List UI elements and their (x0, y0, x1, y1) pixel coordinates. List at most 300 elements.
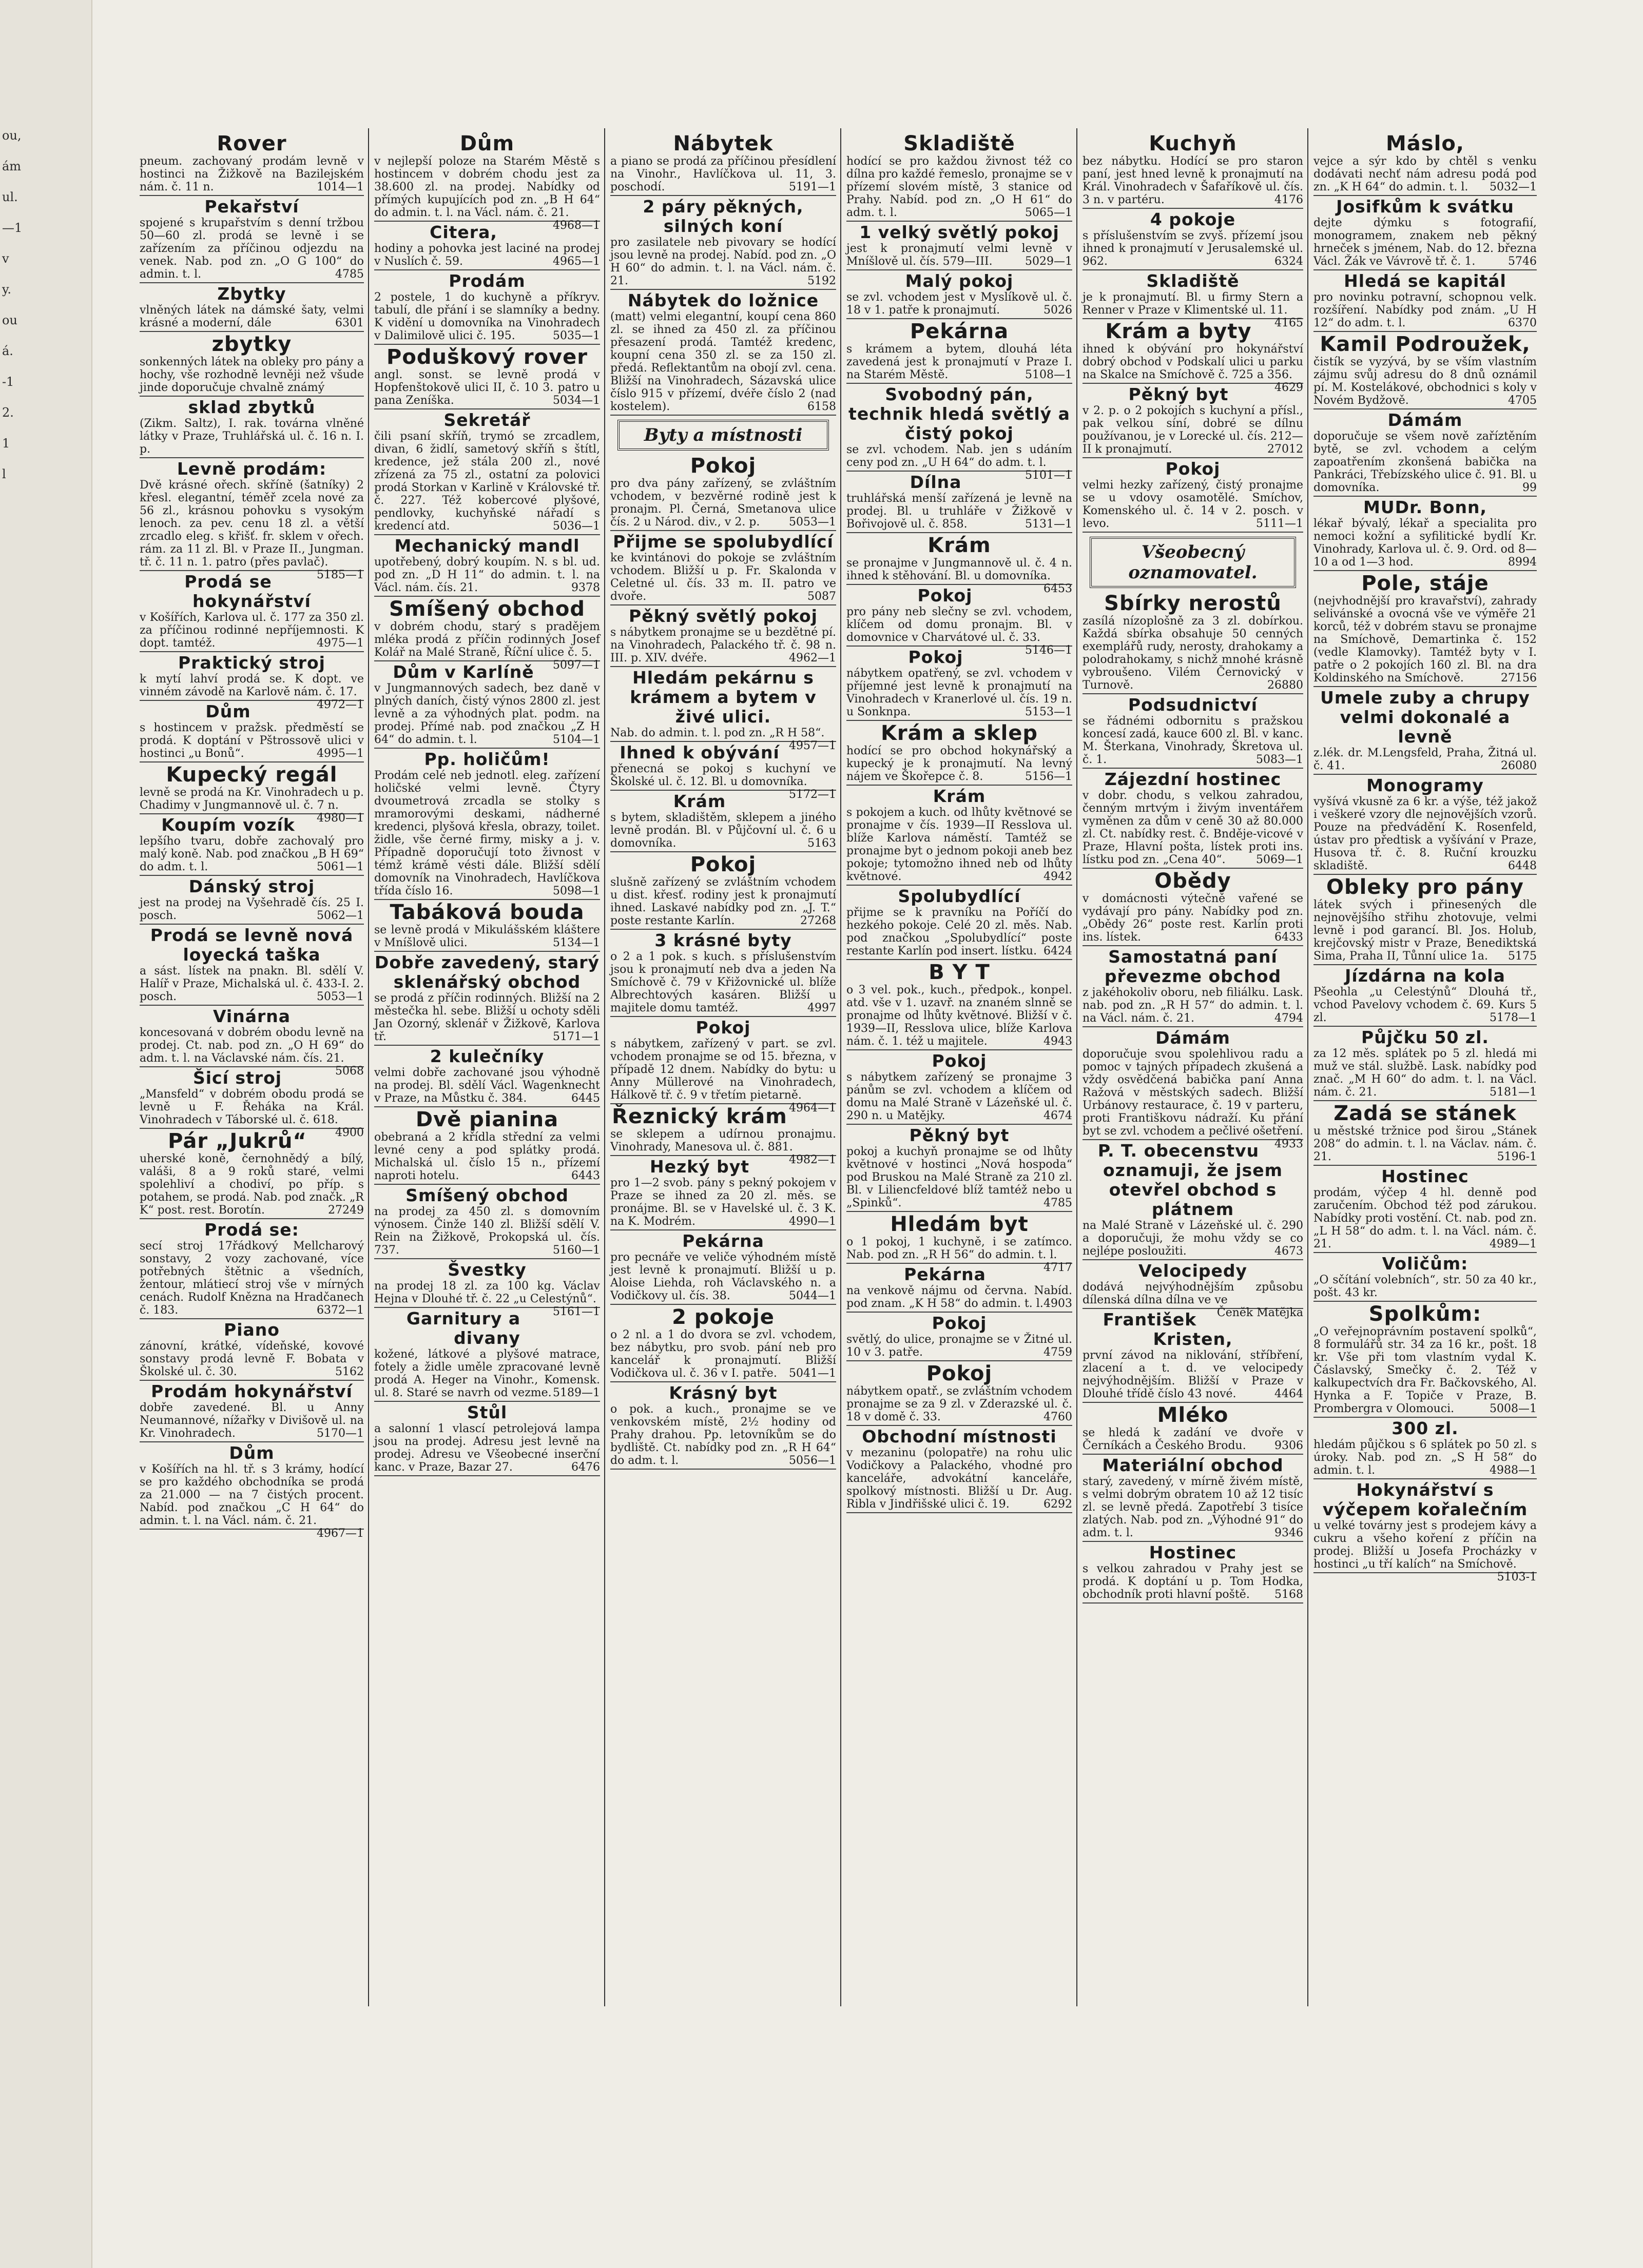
ad-code: 4968—1 (553, 219, 600, 232)
ad-body: k mytí lahví prodá se. K dopt. ve vinném závodě na Karlově nám. č. 17. 4972—1 (140, 673, 364, 711)
ad-body: z jakéhokoliv oboru, neb filiálku. Lask. nab. pod zn. „R H 57“ do admin. t. l. na Václ. nám. č. 21. 4794 (1083, 986, 1303, 1027)
ad-code: 4176 (1274, 193, 1303, 206)
ad-body: v mezaninu (polopatře) na rohu ulic Vodičkovy a Palackého, vhodné pro kanceláře, advokátní kanceláře, spolkový místnosti. Bližší u Dr. Aug. Ribla v Jindřišské ulici č. 19. 6292 (846, 1446, 1072, 1513)
ad-code: 4989—1 (1490, 1238, 1537, 1250)
ad-body: (matt) velmi elegantní, koupí cena 860 zl. se ihned za 450 zl. za příčinou přesazení prodá. Tamtéž kredenc, koupní cena 350 zl. se za 150 zl. předá. Reflektantům na obojí zvl. cena. Bližší na Vinohradech, Sázavská ulice číslo 915 v přízemí, dvéře číslo 2 (nad kostelem). 6158 (610, 310, 836, 416)
ad-code: 5146—1 (1025, 644, 1072, 657)
ad-heading: Velocipedy (1138, 1261, 1248, 1281)
ad-code: 4760 (1043, 1411, 1072, 1423)
ad-body: ihned k obývání pro hokynářství dobrý obchod v Podskalí ulici u parku na Skalce na Smíchově č. 725 a 356. 4629 (1083, 343, 1303, 394)
ad-code: 5035—1 (553, 329, 600, 342)
ad-code: 5087 (807, 590, 836, 603)
ad-body: starý, zavedený, v mírně živém místě, s velmi dobrým obratem 10 až 12 tisíc zl. se levně předá. Zapotřebí 3 tisíce zlatých. Nab. pod zn. „Výhodné 91“ do adm. t. l. 9346 (1083, 1475, 1303, 1542)
ad-heading: 2 kulečníky (430, 1046, 545, 1066)
ad-heading: Kuchyň (1149, 132, 1237, 155)
ad-heading: Prodá se hokynářství (184, 572, 311, 611)
ad-body: (nejvhodnější pro kravařství), zahrady selivánské a ovocná vše ve výměře 21 korců, též v dobrém stavu se pronajme na Smíchově, Demartinka č. 152 (vedle Klamovky). Tamtéž byty v I. patře o 2 pokojích 160 zl. Bl. na dra Koldinského na Smíchově. 27156 (1313, 595, 1537, 687)
ad-heading: Umele zuby a chrupy velmi dokonalé a levně (1320, 688, 1530, 747)
ad-heading: Pekárna (910, 320, 1009, 343)
ad-body: pro pány neb slečny se zvl. vchodem, klíčem od domu pronajm. Bl. v domovnice v Charvátové ul. č. 33. 5146—1 (846, 605, 1072, 657)
ad-body: se zvl. vchodem jest v Myslíkově ul. č. 18 v 1. patře k pronajmutí. 5026 (846, 291, 1072, 319)
ad-code: 4975—1 (317, 637, 364, 650)
ad-heading: Pěkný byt (1128, 384, 1229, 404)
ad-body: pro dva pány zařízený, se zvláštním vchodem, v bezvěrné rodině jest k pronajm. Pl. Černá, Smetanova ulice čís. 2 u Národ. div., v 2. p. 5053—1 (610, 477, 836, 531)
ad-body: zánovní, krátké, vídeňské, kovové sonstavy prodá levně F. Bobata v Školské ul. č. 30. 5162 (140, 1340, 364, 1381)
ad-code: 5192 (807, 275, 836, 287)
edge-fragment: l (2, 467, 6, 481)
ad-heading: Dámám (1387, 410, 1463, 430)
ad-body: vejce a sýr kdo by chtěl s venku dodávati nechť nám adresu podá pod zn. „K H 64“ do admin. t. l. 5032—1 (1313, 155, 1537, 196)
ad-body: nábytkem opatřený, se zvl. vchodem v příjemné jest levně k pronajmutí na Vinohradech v Kranerlové ul. čís. 19 n. u Sonknpa. 5153—1 (846, 667, 1072, 721)
ad-body: s nábytkem pronajme se u bezdětné pí. na Vinohradech, Palackého tř. č. 98 n. III. p. XIV. dvéře. 4962—1 (610, 626, 836, 667)
ad-body: o 3 vel. pok., kuch., předpok., konpel. atd. vše v 1. uzavř. na znaném slnně se pronajme od lhůty květnové. Bližší v č. 1939—II, Resslova ulice, blíže Karlova nám. č. 1. též u majitele. 4943 (846, 984, 1072, 1050)
ad-heading: Krám a byty (1105, 320, 1252, 343)
ad-body: u městské tržnice pod širou „Stánek 208“ do admin. t. l. na Václav. nám. č. 21. 5196-1 (1313, 1125, 1537, 1166)
ad-heading: Pekařství (204, 197, 299, 217)
ad-code: 4990—1 (789, 1215, 836, 1228)
ad-heading: Levně prodám: (177, 459, 327, 479)
ad-body: na prodej 18 zl. za 100 kg. Václav Hejna v Dlouhé tř. č. 22 „u Celestýnů“. 5161—1 (374, 1280, 600, 1318)
edge-fragment: á. (2, 344, 13, 358)
ad-body: prodám, výčep 4 hl. denně pod zaručením. Obchod též pod zárukou. Nabídky proti vostění. Ct. nab. pod zn. „L H 58“ do adm. t. l. na Václ. nám. č. 21. 4989—1 (1313, 1186, 1537, 1253)
ad-heading: Kupecký regál (166, 763, 338, 787)
ad-body: s velkou zahradou v Prahy jest se prodá. K doptání u p. Tom Hodka, obchodník proti hlavní poště. 5168 (1083, 1562, 1303, 1604)
ad-body: hodící se pro obchod hokynářský a kupecký je k pronajmutí. Na levný nájem ve Škořepce č. 8. 5156—1 (846, 745, 1072, 786)
ad-heading: Prodá se: (204, 1220, 299, 1240)
ad-body: jest na prodej na Vyšehradě čís. 25 I. posch. 5062—1 (140, 896, 364, 925)
ad-body: levně se prodá na Kr. Vinohradech u p. Chadimy v Jungmannově ul. č. 7 n. 4980—1 (140, 786, 364, 825)
classified-page (134, 128, 1541, 2006)
ad-body: v dobr. chodu, s velkou zahradou, čenným mrtvým i živým inventářem vyměnen za dům v ceně 30 až 80.000 zl. Ct. nabídky rest. č. Bnděje-vicové v Praze, Hlavní pošta, lístek proti ins. lístku pod zn. „Cena 40“. 5069—1 (1083, 789, 1303, 869)
edge-fragment: ou (2, 313, 17, 327)
ad-code: 4794 (1274, 1012, 1303, 1025)
column-5 (1076, 128, 1307, 2006)
ad-body: zasílá nízoplošně za 3 zl. dobírkou. Každá sbírka obsahuje 50 cenných exemplářů rudy, nerosty, drahokamy a polodrahokamy, s nichž mnohé krásně vybroušeno. Vilém Černovický v Turnově. 26880 (1083, 615, 1303, 694)
ad-heading: Spolubydlící (898, 886, 1021, 906)
ad-code: 4705 (1508, 394, 1537, 407)
ad-heading: Sekretář (443, 410, 531, 430)
ad-heading: Půjčku 50 zl. (1361, 1027, 1489, 1047)
ad-code: 6445 (571, 1092, 600, 1105)
ad-heading: Podsudnictví (1128, 695, 1258, 715)
ad-heading: Zájezdní hostinec (1104, 769, 1282, 789)
ad-code: 4933 (1274, 1138, 1303, 1150)
ad-body: uherské koně, černohnědý a bílý, valáši, 8 a 9 roků staré, velmi spolehliví a chodiví, po příp. s potahem, se prodá. Nab. pod značk. „R K“ post. rest. Borotín. 27249 (140, 1152, 364, 1219)
ad-body: dejte dýmku s fotografií, monogramem, znakem neb pěkný hrneček s jménem, Nab. do 12. března Václ. Žák ve Vávrově tř. č. 1. 5746 (1313, 217, 1537, 270)
ad-body: v nejlepší poloze na Starém Městě s hostincem v dobrém chodu jest za 38.600 zl. na prodej. Nabídky od přímých kupujících pod zn. „B H 64“ do admin. t. l. na Václ. nám. č. 21. 4968—1 (374, 155, 600, 232)
ad-body: se sklepem a udírnou pronajmu. Vinohrady, Manesova ul. č. 881. 4982—1 (610, 1128, 836, 1166)
ad-heading: 1 velký světlý pokoj (859, 222, 1059, 242)
ad-body: lepšího tvaru, dobře zachovalý pro malý koně. Nab. pod značkou „B H 69“ do adm. t. l. 5061—1 (140, 835, 364, 876)
ad-heading: Pokoj (695, 1018, 751, 1038)
ad-heading: Pěkný světlý pokoj (629, 606, 818, 626)
ad-heading: MUDr. Bonn, (1363, 497, 1487, 517)
ad-code: 5065—1 (1025, 206, 1072, 219)
column-3 (604, 128, 840, 2006)
ad-code: 8994 (1508, 556, 1537, 569)
ad-heading: Pekárna (682, 1231, 764, 1251)
ad-body: se pronajme v Jungmannově ul. č. 4 n. ihned k stěhování. Bl. u domovníka. 6453 (846, 557, 1072, 595)
ad-body: na prodej za 450 zl. s domovním výnosem. Činže 140 zl. Bližší sdělí V. Rein na Žižkově, Prokopská ul. čís. 737. 5160—1 (374, 1205, 600, 1259)
ad-heading: Hokynářství s výčepem kořalečním (1322, 1480, 1528, 1519)
edge-fragment: ul. (2, 190, 18, 204)
ad-body: světlý, do ulice, pronajme se v Žitné ul. 10 v 3. patře. 4759 (846, 1333, 1072, 1361)
ad-heading: Pokoj (690, 853, 757, 876)
ad-body: slušně zařízený se zvláštním vchodem u dist. křesť. rodiny jest k pronajmutí ihned. Laskavé nabídky pod zn. „J. T.“ poste restante Karlín. 27268 (610, 876, 836, 930)
ad-code: 5111—1 (1256, 517, 1303, 530)
ad-body: a sást. lístek na pnakn. Bl. sdělí V. Halíř v Praze, Michalská ul. č. 433-I. 2. posch. 5053—1 (140, 965, 364, 1006)
ad-heading: Pokoj (1165, 459, 1221, 479)
edge-fragment: ou, (2, 128, 22, 143)
column-1 (134, 128, 368, 2006)
ad-heading: sklad zbytků (188, 397, 316, 417)
ad-body: s nábytkem, zařízený v part. se zvl. vchodem pronajme se od 15. března, v případě 12 dnem. Nabídky do bytu: u Anny Müllerové na Vinohradech, Hálkově tř. č. 9 v třetím pietarně. 4964—1 (610, 1038, 836, 1115)
ad-body: u velké továrny jest s prodejem kávy a cukru a všeho koření z příčin na prodej. Bližší u Josefa Procházky v hostinci „u tří kalích“ na Smíchově. 5103-1 (1313, 1519, 1537, 1583)
ad-code: 4962—1 (789, 652, 836, 664)
ad-code: 6372—1 (317, 1304, 364, 1317)
ad-heading: 2 páry pěkných, silných koní (643, 197, 804, 236)
ad-heading: Pokoj (690, 454, 757, 478)
ad-code: 5101—1 (1025, 469, 1072, 482)
ad-body: první závod na niklování, stříbření, zlacení a t. d. ve velocipedy nejvýhodnějším. Bližší v Praze v Dlouhé třídě číslo 43 nové. 4464 (1083, 1349, 1303, 1403)
ad-heading: Materiální obchod (1102, 1455, 1284, 1475)
scan-edge (0, 0, 92, 2268)
ad-heading: Spolkům: (1368, 1302, 1482, 1326)
ad-body: velmi dobře zachované jsou výhodně na prodej. Bl. sdělí Václ. Wagenknecht v Praze, na Můstku č. 384. 6445 (374, 1066, 600, 1107)
edge-fragment: 2. (2, 405, 14, 420)
ad-heading: Dobře zavedený, starý sklenářský obchod (374, 952, 600, 992)
ad-heading: Stůl (467, 1402, 508, 1422)
ad-body: dobře zavedené. Bl. u Anny Neumannové, nížařky v Divišově ul. na Kr. Vinohradech. 5170—1 (140, 1401, 364, 1442)
ad-heading: Garnitury a divany (406, 1308, 521, 1348)
ad-heading: 3 krásné byty (654, 930, 792, 950)
ad-heading: Hledám byt (890, 1213, 1029, 1236)
ad-body: se řádnémi odbornitu s pražskou koncesí zadá, kauce 600 zl. Bl. v kanc. M. Šterkana, Vinohrady, Škretova ul. č. 1. 5083—1 (1083, 715, 1303, 769)
ad-heading: P. T. obecenstvu oznamuji, že jsem otevřel obchod s plátnem (1097, 1141, 1283, 1219)
ad-body: sonkenných látek na obleky pro pány a hochy, vše rozhodně levněji než všude jinde doporučuje chvalně známý (140, 356, 364, 397)
ad-code: 4972—1 (317, 698, 364, 711)
ad-code: 5161—1 (553, 1305, 600, 1318)
ad-heading: Pekárna (904, 1264, 986, 1284)
ad-body: vlněných látek na dámské šaty, velmi krásné a moderní, dále 6301 (140, 304, 364, 332)
ad-code: 5168 (1274, 1588, 1303, 1601)
ad-heading: Hledá se kapitál (1344, 271, 1506, 291)
ad-code: 5029—1 (1025, 255, 1072, 268)
ad-code: 5026 (1043, 304, 1072, 317)
ad-body: na venkově nájmu od června. Nabíd. pod znam. „K H 58“ do admin. t. l. 4903 (846, 1284, 1072, 1313)
ad-heading: Pokoj (917, 585, 973, 605)
ad-body: velmi hezky zařízený, čistý pronajme se u vdovy osamotělé. Smíchov, Komenského ul. č. 14 v 2. posch. v levo. 5111—1 (1083, 479, 1303, 533)
ad-body: s krámem a bytem, dlouhá léta zavedená jest k pronajmutí v Praze I. na Starém Městě. 5108—1 (846, 343, 1072, 384)
ad-code: 4903 (1043, 1297, 1072, 1310)
ad-heading: Citera, (430, 222, 497, 242)
ad-heading: Vinárna (212, 1006, 291, 1026)
ad-code: 6424 (1043, 945, 1072, 957)
ad-heading: Šicí stroj (192, 1068, 282, 1088)
ad-body: pokoj a kuchyň pronajme se od lhůty květnové v hostinci „Nová hospoda“ pod Bruskou na Malé Straně za 210 zl. Bl. v Liliencfeldové blíž tamtéž nebo u „Spinků“. 4785 (846, 1145, 1072, 1212)
section-box: Byty a místnosti (617, 420, 829, 451)
edge-fragment: —1 (2, 221, 23, 235)
ad-heading: Jízdárna na kola (1345, 966, 1505, 986)
ad-code: 5069—1 (1256, 853, 1303, 866)
ad-heading: Obleky pro pány (1326, 875, 1524, 899)
ad-heading: Pár „Jukrů“ (168, 1129, 307, 1153)
ad-heading: Obědy (1154, 869, 1231, 893)
ad-code: 4943 (1043, 1035, 1072, 1048)
ad-body: pneum. zachovaný prodám levně v hostinci na Žižkově na Bazilejském nám. č. 11 n. 1014—1 (140, 155, 364, 196)
ad-code: 4759 (1043, 1346, 1072, 1359)
ad-body: s pokojem a kuch. od lhůty květnové se pronajme v čís. 1939—II Resslova ul. blíže Karlova náměstí. Tamtéž se pronajme byt o jednom pokoji aneb bez pokoje; tytomožno ihned neb od lhůty květnové. 4942 (846, 806, 1072, 886)
ad-heading: Krám (933, 786, 986, 806)
ad-body: „O sčítání volebních“, str. 50 za 40 kr., pošt. 43 kr. (1313, 1274, 1537, 1302)
ad-body: čili psaní skříň, trymó se zrcadlem, divan, 6 židlí, sametový skříň s štítl, kredence, jež stála 200 zl., nové zřízená za 75 zl., ostatní za polovici prodá Storkan v Karlině v Královské tř. č. 227. Též kobercové plyšové, pendlovky, kuchyňské nářadí s kredencí atd. 5036—1 (374, 430, 600, 535)
ad-code: 6370 (1508, 317, 1537, 329)
ad-heading: Sbírky nerostů (1104, 592, 1282, 615)
ad-heading: Krám (673, 791, 726, 811)
ad-body: přijme se k pravníku na Poříčí do hezkého pokoje. Celé 20 zl. měs. Nab. pod značkou „Spolubydlící“ poste restante Karlín pod insert. lístku. 6424 (846, 906, 1072, 960)
ad-body: jest k pronajmutí velmi levně v Mníšlově ul. čís. 579—III. 5029—1 (846, 242, 1072, 270)
ad-heading: Praktický stroj (178, 653, 325, 673)
ad-heading: Svobodný pán, technik hledá světlý a čistý pokoj (848, 384, 1070, 443)
ad-code: 5032—1 (1490, 181, 1537, 193)
ad-heading: Monogramy (1366, 775, 1484, 795)
edge-fragment: ám (2, 159, 22, 173)
ad-heading: Obchodní místnosti (862, 1426, 1057, 1446)
ad-heading: Samostatná paní převezme obchod (1104, 947, 1282, 986)
ad-body: se levně prodá v Mikulášském kláštere v Mníšlově ulici. 5134—1 (374, 924, 600, 952)
ad-code: 5153—1 (1025, 706, 1072, 718)
ad-body: v Jungmannových sadech, bez daně v plných daních, čistý výnos 2800 zl. jest levně a za výhodných plat. podm. na prodej. Přímé nab. pod značkou „Z H 64“ do admin. t. l. 5104—1 (374, 682, 600, 749)
ad-code: 9306 (1274, 1439, 1303, 1452)
ad-heading: Poduškový rover (386, 345, 588, 369)
ad-heading: Přijme se spolubydlící (613, 532, 834, 552)
ad-code: 27268 (800, 914, 836, 927)
ad-code: 5053—1 (789, 516, 836, 529)
ad-heading: Pp. holičům! (424, 749, 550, 769)
ad-code: 5098—1 (553, 885, 600, 897)
ad-body: pro novinku potravní, schopnou velk. rozšíření. Nabídky pod znám. „U H 12“ do adm. t. l. 6370 (1313, 291, 1537, 332)
ad-code: 5196-1 (1497, 1150, 1537, 1163)
ad-code: 5104—1 (553, 733, 600, 746)
ad-heading: B Y T (929, 961, 990, 984)
ad-heading: Máslo, (1386, 132, 1464, 155)
ad-code: 27012 (1267, 443, 1303, 456)
ad-code: 4717 (1043, 1261, 1072, 1274)
ad-heading: Prodám hokynářství (151, 1381, 353, 1401)
ad-code: 4942 (1043, 870, 1072, 883)
ad-code: 5163 (807, 837, 836, 850)
ad-heading: Hostinec (1381, 1166, 1469, 1186)
ad-heading: Skladiště (1146, 271, 1240, 291)
ad-heading: Švestky (448, 1260, 527, 1280)
ad-body: spojené s krupařstvím s denní tržbou 50—60 zl. prodá se levně i se zařízením za příčinou odjezdu na venek. Nab. pod zn. „O G 100“ do admin. t. l. 4785 (140, 217, 364, 283)
ad-body: „O veřejnoprávním postavení spolků“, 8 formulářů str. 34 za 16 kr., pošt. 18 kr. Vše při tom vlastním vydal K. Čáslavský, Smečky č. 2. Též v kalkupectvích dra Fr. Bačkovského, Al. Hynka a F. Topiče v Praze, B. Prombergra v Olomouci. 5008—1 (1313, 1325, 1537, 1418)
edge-fragment: y. (2, 282, 11, 297)
ad-code: 99 (1522, 481, 1537, 494)
ad-heading: Pole, stáje (1361, 572, 1489, 595)
column-6 (1307, 128, 1541, 2006)
ad-code: 5061—1 (317, 861, 364, 873)
ad-body: se prodá z příčin rodinných. Bližší na 2 městečka hl. sebe. Bližší u ochoty sděli Jan Ozorný, sklenář v Žižkově, Karlova tř. 5171—1 (374, 992, 600, 1046)
ad-heading: Řeznický krám (612, 1105, 787, 1128)
ad-heading: Tabáková bouda (390, 901, 585, 924)
ad-heading: Hezký byt (649, 1157, 750, 1177)
ad-code: 5036—1 (553, 520, 600, 533)
ad-heading: Pěkný byt (909, 1125, 1010, 1145)
ad-code: 5160—1 (553, 1244, 600, 1257)
ad-body: pro 1—2 svob. pány s pekný pokojem v Praze se ihned za 20 zl. měs. se pronájme. Bl. se v Havelské ul. č. 3 K. na K. Modrém. 4990—1 (610, 1177, 836, 1230)
ad-body: hodiny a pohovka jest laciné na prodej v Nuslích č. 59. 4965—1 (374, 242, 600, 270)
ad-body: se zvl. vchodem. Nab. jen s udáním ceny pod zn. „U H 64“ do adm. t. l. 5101—1 (846, 443, 1072, 482)
ad-code: 5175 (1508, 950, 1537, 963)
ad-code: 4967—1 (317, 1527, 364, 1540)
ad-code: 5103-1 (1497, 1571, 1537, 1583)
ad-code: 5134—1 (553, 936, 600, 949)
ad-code: 4965—1 (553, 255, 600, 268)
ad-body: je k pronajmutí. Bl. u firmy Stern a Renner v Praze v Klimentské ul. 11. 4165 (1083, 291, 1303, 329)
ad-body: v Košířích, Karlova ul. č. 177 za 350 zl. za příčinou rodinné nepříjemnosti. K dopt. tamtéž. 4975—1 (140, 611, 364, 652)
ad-code: 4785 (1043, 1197, 1072, 1209)
ad-code: 5131—1 (1025, 518, 1072, 531)
ad-heading: Dům v Karlíně (393, 662, 534, 682)
ad-body: pro zasilatele neb pivovary se hodící jsou levně na prodej. Nabíd. pod zn. „O H 60“ do admin. t. l. na Václ. nám. č. 21. 5192 (610, 236, 836, 290)
ad-code: 4900 (335, 1126, 364, 1139)
edge-fragment: -1 (2, 375, 14, 389)
ad-code: 5170—1 (317, 1427, 364, 1440)
ad-heading: Dům (229, 1443, 275, 1463)
ad-code: 4997 (807, 1002, 836, 1014)
ad-body: obebraná a 2 křídla střední za velmi levné ceny a pod splátky prodá. Michalská ul. číslo 15 n., přízemí naproti hotelu. 6443 (374, 1131, 600, 1185)
ad-body: koncesovaná v dobrém obodu levně na prodej. Ct. nab. pod zn. „O H 69“ do adm. t. l. na Václavské nám. čís. 21. 5068 (140, 1026, 364, 1078)
ad-code: 5191—1 (789, 181, 836, 193)
ad-heading: Josifkům k svátku (1336, 197, 1514, 217)
column-2 (368, 128, 604, 2006)
ad-heading: Pokoj (932, 1051, 987, 1071)
ad-body: v Košířích na hl. tř. s 3 krámy, hodící se pro každého obchodníka se prodá za 21.000 — na 7 čistých procent. Nabíd. pod značkou „C H 64“ do admin. t. l. na Václ. nám. č. 21. 4967—1 (140, 1463, 364, 1540)
ad-body: secí stroj 17řádkový Mellcharový sonstavy, 2 vozy zachované, více potřebných štětnic a všedních, žentour, mlátiecí stroj vše v mírných cenách. Rudolf Knězna na Hradčanech č. 183. 6372—1 (140, 1240, 364, 1319)
ad-heading: Nábytek do ložnice (627, 290, 819, 310)
column-4 (840, 128, 1076, 2006)
ad-heading: Ihned k obývání (620, 742, 780, 762)
ad-code: 6292 (1043, 1498, 1072, 1511)
ad-heading: Kamil Podroužek, (1320, 333, 1531, 356)
ad-code: 9346 (1274, 1527, 1303, 1539)
ad-body: přenecná se pokoj s kuchyní ve Školské ul. č. 12. Bl. u domovníka. 5172—1 (610, 762, 836, 801)
ad-heading: Krám (927, 534, 991, 557)
ad-heading: Smíšený obchod (405, 1185, 569, 1205)
ad-code: 6448 (1508, 859, 1537, 872)
ad-body: s příslušenstvím se zvyš. přízemí jsou ihned k pronajmutí v Jerusalemské ul. 962. 6324 (1083, 229, 1303, 270)
ad-code: 5185—1 (317, 569, 364, 581)
ad-heading: Mléko (1157, 1403, 1229, 1427)
ad-heading: Krásný byt (669, 1383, 778, 1403)
ad-code: 5068 (335, 1065, 364, 1078)
ad-body: 2 postele, 1 do kuchyně a příkryv. tabulí, dle přání i se slamníky a bedny. K vidění u domovníka na Vinohradech v Dalimilově ulici č. 195. 5035—1 (374, 291, 600, 345)
ad-heading: Dámám (1155, 1028, 1230, 1048)
ad-code: 5162 (335, 1365, 364, 1378)
ad-code: 27156 (1501, 672, 1537, 685)
ad-body: nábytkem opatř., se zvláštním vchodem pronajme se za 9 zl. v Zderazské ul. č. 18 v domě č. 33. 4760 (846, 1385, 1072, 1426)
ad-code: 4165 (1274, 317, 1303, 329)
ad-body: lékař bývalý, lékař a specialita pro nemoci kožní a syfilitické bydlí Kr. Vinohrady, Karlova ul. č. 9. Ord. od 8—10 a od 1—3 hod. 8994 (1313, 517, 1537, 571)
ad-body: se hledá k zadání ve dvoře v Černíkách a Českého Brodu. 9306 (1083, 1426, 1303, 1455)
ad-code: 6476 (571, 1461, 600, 1474)
ad-heading: Smíšený obchod (389, 597, 586, 621)
ad-heading: Dílna (910, 472, 962, 492)
ad-code: 6433 (1274, 931, 1303, 944)
ad-body: na Malé Straně v Lázeňské ul. č. 290 a doporučuji, že mohu vždy se co nejlépe posloužiti. 4673 (1083, 1219, 1303, 1260)
ad-heading: Pokoj (932, 1313, 987, 1333)
ad-body: bez nábytku. Hodící se pro staron paní, jest hned levně k pronajmutí na Král. Vinohradech v Šafaříkově ul. čís. 3 n. v partéru. 4176 (1083, 155, 1303, 209)
ad-code: 26080 (1501, 759, 1537, 772)
ad-heading: Pokoj (908, 647, 963, 667)
ad-body: o 1 pokoj, 1 kuchyně, i se zatímco. Nab. pod zn. „R H 56“ do admin. t. l. 4717 (846, 1236, 1072, 1274)
ad-code: 4957—1 (789, 739, 836, 752)
ad-heading: 300 zl. (1391, 1418, 1459, 1438)
ad-body: čistík se vyzývá, by se vším vlastním zájmu svůj adresu do 8 dnů oznámil pí. M. Kostelákové, obchodnici s koly v Novém Bydžově. 4705 (1313, 356, 1537, 409)
ad-body: a salonní 1 vlascí petrolejová lampa jsou na prodej. Adresu jest levně na prodej. Adresu ve Všeobecné inserční kanc. v Praze, Bazar 27. 6476 (374, 1422, 600, 1476)
ad-heading: Nábytek (673, 132, 774, 155)
ad-code: 4629 (1274, 381, 1303, 394)
edge-fragment: 1 (2, 436, 10, 451)
ad-body: o 2 a 1 pok. s kuch. s příslušenstvím jsou k pronajmutí neb dva a jeden Na Smíchově č. 79 v Křižovnické ul. blíže Albrechtových kasáren. Bližší u majitele domu tamtéž. 4997 (610, 950, 836, 1017)
ad-code: 4673 (1274, 1245, 1303, 1258)
ad-body: „Mansfeld“ v dobrém obodu prodá se levně u F. Řeháka na Král. Vinohradech v Táborské ul. č. 618. 4900 (140, 1088, 364, 1139)
ad-body: s bytem, skladištěm, sklepem a jiného levně prodán. Bl. v Půjčovní ul. č. 6 u domovníka. 5163 (610, 811, 836, 852)
ad-heading: Zadá se stánek (1333, 1102, 1517, 1125)
ad-heading: Dánský stroj (188, 876, 315, 896)
ad-heading: Hostinec (1149, 1542, 1237, 1562)
ad-body: o 2 nl. a 1 do dvora se zvl. vchodem, bez nábytku, pro svob. pání neb pro kancelář k pronajmutí. Bližší Vodičkova ul. č. 36 v I. patře. 5041—1 (610, 1328, 836, 1382)
ad-code: 4785 (335, 268, 364, 281)
ad-code: 5097—1 (553, 659, 600, 672)
ad-heading: Piano (224, 1320, 280, 1340)
ad-body: kožené, látkové a plyšové matrace, fotely a židle uměle zpracované levně prodá A. Heger na Vinohr., Komensk. ul. 8. Staré se navrh od vezme. 5189—1 (374, 1348, 600, 1402)
ad-code: 5062—1 (317, 909, 364, 922)
ad-code: 5056—1 (789, 1454, 836, 1467)
ad-body: doporučuje svou spolehlivou radu a pomoc v tajných případech zkušená a vždy osvědčená babička paní Anna Ražová v městských sadech. Bližší Urbánovy restaurace, č. 19 v parteru, proti Františkovu nádraží. Ku přání byt se zvl. vchodem a pečlivé ošetření. 4933 (1083, 1048, 1303, 1150)
ad-heading: Voličům: (1382, 1254, 1468, 1274)
ad-heading: František Kristen, (1103, 1309, 1233, 1349)
ad-heading: 2 pokoje (672, 1305, 775, 1329)
ad-code: 4464 (1274, 1387, 1303, 1400)
ad-code: 5172—1 (789, 788, 836, 801)
ad-heading: zbytky (211, 333, 292, 356)
ad-code: 5171—1 (553, 1030, 600, 1043)
ad-code: 1014—1 (317, 181, 364, 193)
ad-code: 5181—1 (1490, 1086, 1537, 1099)
ad-code: 26880 (1267, 679, 1303, 692)
ad-heading: Skladiště (903, 132, 1015, 155)
ad-code: 4982—1 (789, 1153, 836, 1166)
ad-body: s nábytkem zařízený se pronajme 3 pánům se zvl. vchodem a klíčem od domu na Malé Straně v Lázeňské ul. č. 290 n. u Matějky. 4674 (846, 1071, 1072, 1125)
ad-code: 9378 (571, 581, 600, 594)
ad-body: a piano se prodá za příčinou přesídlení na Vinohr., Havlíčkova ul. 11, 3. poschodí. 5191—1 (610, 155, 836, 196)
ad-body: vyšívá vkusně za 6 kr. a výše, též jakož i veškeré vzory dle nejnovějších vzorů. Pouze na předvádění K. Rosenfeld, ústav pro předtisk a vyšívání v Praze, Husova tř. č. 8. Ruční krouzku skladiště. 6448 (1313, 795, 1537, 875)
ad-body: Pšeohla „u Celestýnů“ Dlouhá tř., vchod Pavelovy vchodem č. 69. Kurs 5 zl. 5178—1 (1313, 986, 1537, 1027)
ad-heading: Prodá se levně nová loyecká taška (150, 925, 354, 965)
ad-body: dodává nejvýhodnějším způsobu dílenská dílna dílna ve ve Čeněk Matějka (1083, 1281, 1303, 1319)
ad-body: za 12 měs. splátek po 5 zl. hledá mi muž ve stál. službě. Lask. nabídky pod znač. „M H 60“ do adm. t. l. na Václ. nám. č. 21. 5181—1 (1313, 1047, 1537, 1101)
ad-heading: Rover (217, 132, 287, 155)
ad-body: látek svých i přinesených dle nejnovějšího střihu zhotovuje, velmi levně i pod garancí. Bl. Jos. Holub, krejčovský mistr v Praze, Benediktská Sima, Praha II, Tůnní ulice 1a. 5175 (1313, 898, 1537, 965)
ad-code: 4964—1 (789, 1102, 836, 1115)
ad-heading: Krám a sklep (880, 721, 1038, 745)
ad-code: 5008—1 (1490, 1402, 1537, 1415)
ad-code: 4980—1 (317, 812, 364, 825)
ad-body: v 2. p. o 2 pokojích s kuchyní a přísl., pak velkou síní, dobré se dílnu používanou, je v Lorecké ul. čís. 212—II k pronajmutí. 27012 (1083, 404, 1303, 458)
section-box: Všeobecný oznamovatel. (1090, 537, 1296, 588)
